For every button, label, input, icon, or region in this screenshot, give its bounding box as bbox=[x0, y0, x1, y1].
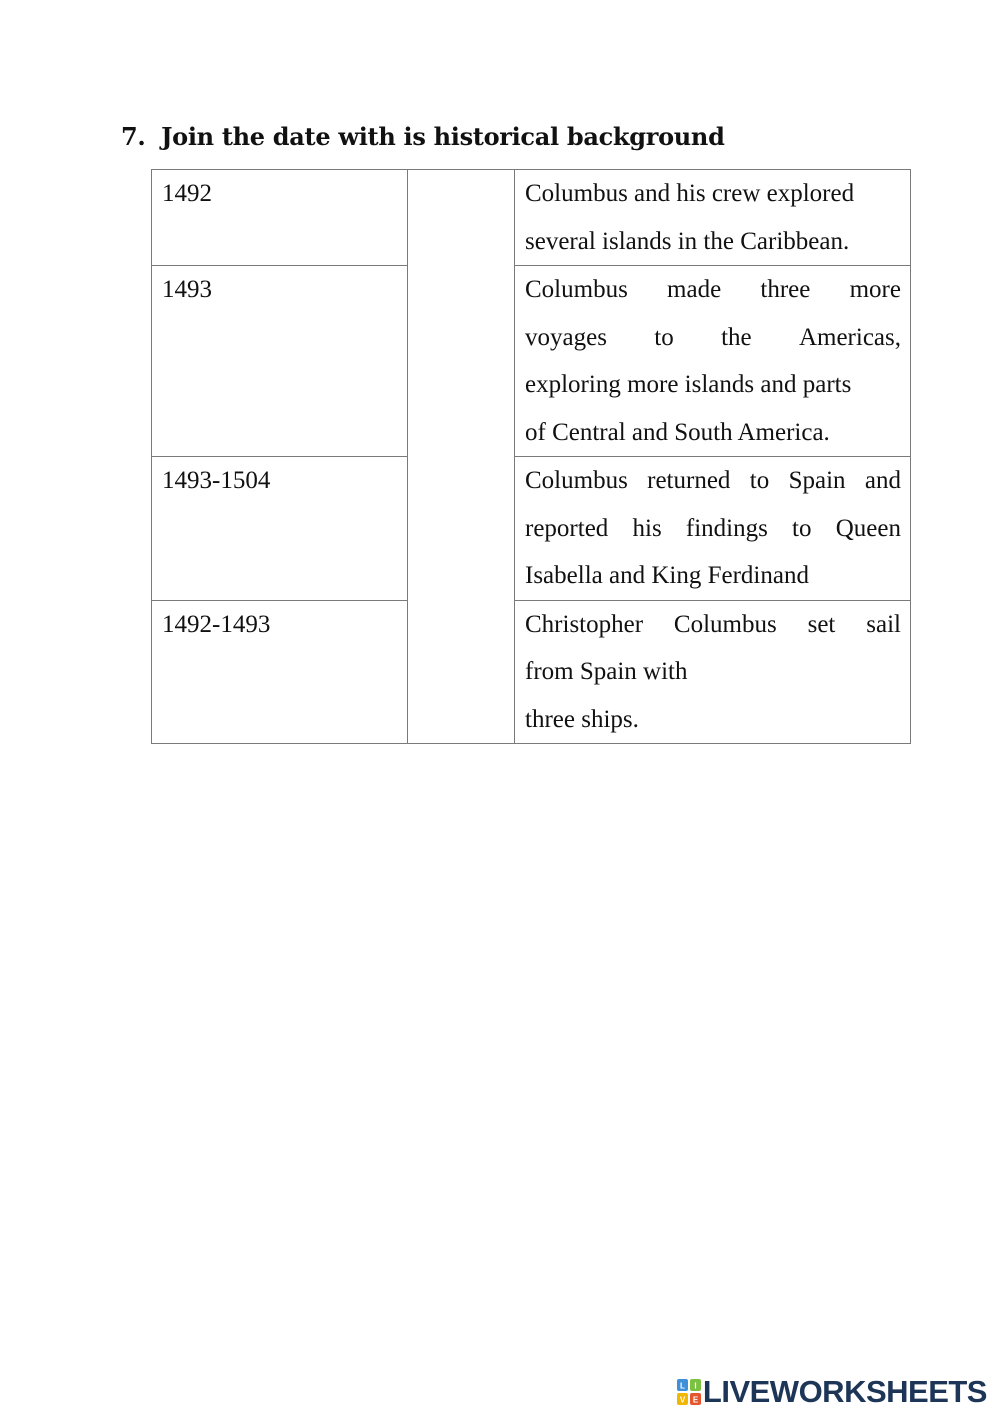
table-row bbox=[152, 266, 911, 457]
description-word: three bbox=[760, 276, 811, 303]
liveworksheets-brand bbox=[677, 1374, 987, 1410]
svg-text:L: L bbox=[679, 1381, 685, 1391]
description-line: of Central and South America. bbox=[525, 418, 830, 446]
date-label: 1492-1493 bbox=[162, 610, 271, 638]
date-cell[interactable] bbox=[152, 600, 408, 744]
svg-text:V: V bbox=[679, 1395, 686, 1405]
description-word: more bbox=[849, 276, 901, 303]
description-line bbox=[525, 457, 901, 505]
description-word: sail bbox=[866, 610, 901, 638]
date-label: 1492 bbox=[162, 180, 212, 207]
table-row bbox=[152, 170, 911, 266]
description-word: and bbox=[864, 467, 901, 494]
question-number: 7. bbox=[121, 122, 146, 151]
date-label: 1493 bbox=[162, 276, 212, 303]
description-word: to bbox=[749, 467, 770, 494]
description-word: returned bbox=[647, 467, 731, 494]
description-cell[interactable] bbox=[515, 600, 911, 744]
date-cell[interactable] bbox=[152, 266, 408, 457]
description-word: his bbox=[632, 514, 662, 542]
table-row bbox=[152, 457, 911, 601]
description-line: from Spain with bbox=[525, 658, 688, 685]
description-cell[interactable] bbox=[515, 170, 911, 266]
matching-table bbox=[151, 169, 911, 744]
description-line: three ships. bbox=[525, 705, 639, 733]
description-word: Columbus bbox=[525, 467, 628, 494]
description-line bbox=[525, 601, 901, 649]
description-word: Spain bbox=[788, 467, 846, 494]
description-cell[interactable] bbox=[515, 457, 911, 601]
date-label: 1493-1504 bbox=[162, 467, 271, 494]
date-cell[interactable] bbox=[152, 457, 408, 601]
description-word: made bbox=[667, 276, 722, 303]
description-cell[interactable] bbox=[515, 266, 911, 457]
description-line: Isabella and King Ferdinand bbox=[525, 562, 809, 589]
description-word: Columbus bbox=[525, 276, 628, 303]
description-line bbox=[525, 505, 901, 553]
description-word: findings bbox=[685, 514, 768, 542]
description-word: the bbox=[721, 323, 752, 351]
description-line: several islands in the Caribbean. bbox=[525, 227, 850, 255]
description-word: Columbus bbox=[673, 610, 777, 638]
description-word: Queen bbox=[835, 514, 901, 542]
description-line: Columbus and his crew explored bbox=[525, 180, 855, 207]
description-word: Christopher bbox=[525, 610, 644, 638]
table-row bbox=[152, 600, 911, 744]
description-word: Americas, bbox=[798, 323, 901, 351]
matching-area[interactable] bbox=[408, 170, 515, 744]
question-text: Join the date with is historical background bbox=[161, 122, 725, 151]
description-word: reported bbox=[525, 514, 609, 542]
description-line bbox=[525, 314, 901, 362]
description-line bbox=[525, 266, 901, 314]
description-word: set bbox=[807, 610, 836, 638]
description-word: to bbox=[792, 514, 812, 542]
svg-text:I: I bbox=[694, 1381, 697, 1391]
description-word: voyages bbox=[525, 323, 607, 351]
date-cell[interactable] bbox=[152, 170, 408, 266]
description-line: exploring more islands and parts bbox=[525, 371, 852, 398]
liveworksheets-wordmark: LIVEWORKSHEETS bbox=[702, 1374, 987, 1409]
description-word: to bbox=[654, 323, 674, 351]
svg-text:E: E bbox=[692, 1395, 699, 1405]
liveworksheets-logo-icon bbox=[677, 1379, 701, 1405]
question-heading bbox=[121, 120, 725, 154]
